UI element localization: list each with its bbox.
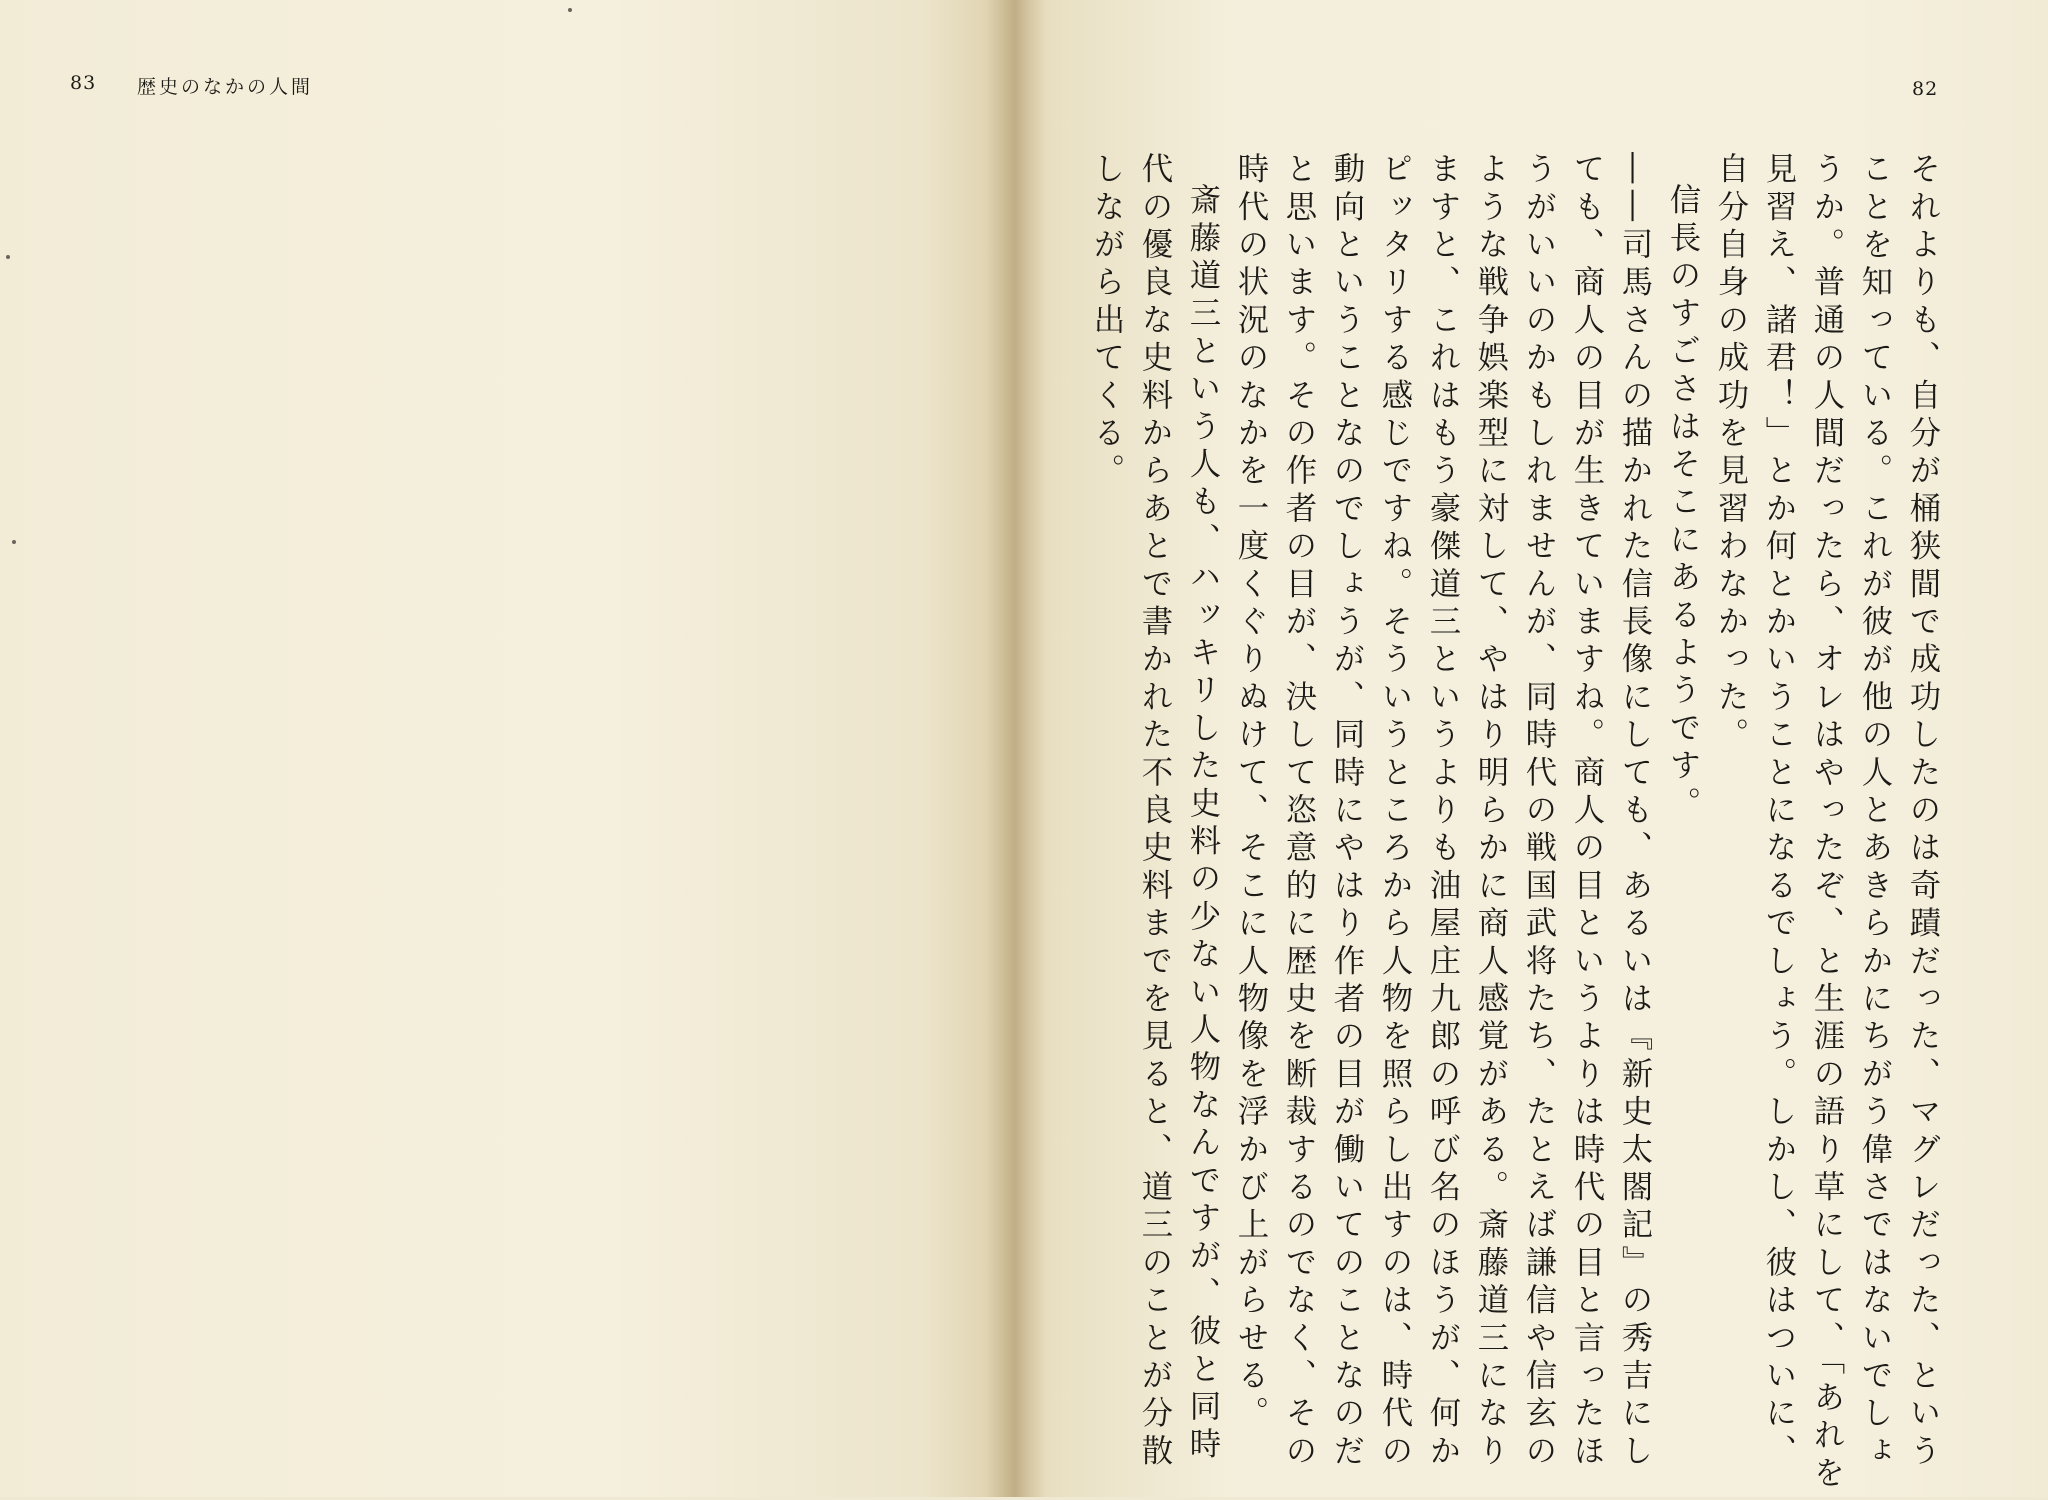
paper-speck xyxy=(6,255,10,259)
paragraph: 斎藤道三という人も、ハッキリした史料の少ない人物なんですが、彼と同時代の優良な史料からあとで書かれた不良史料までを見ると、道三のことが分散しながら出てくる。 xyxy=(1088,152,1220,1472)
running-head-left: 歴史のなかの人間 xyxy=(137,76,314,98)
right-page-body xyxy=(1088,152,1946,1497)
paragraph: ――司馬さんの描かれた信長像にしても、あるいは『新史太閤記』の秀吉にしても、商人の目が生きていますね。商人の目というよりは時代の目と言ったほうがいいのかもしれませんが、同時代の戦国武将たち、たとえば謙信や信玄のような戦争娯楽型に対して、やはり明らかに商人感覚がある。斎藤道三になりますと、これはもう豪傑道三というよりも油屋庄九郎の呼び名のほうが、何かピッタリする感じですね。そういうところから人物を照らし出すのは、時代の動向ということなのでしょうが、同時にやはり作者の目が働いてのことなのだと思います。その作者の目が、決して恣意的に歴史を断裁するのでなく、その時代の状況のなかを一度くぐりぬけて、そこに人物像を浮かび上がらせる。 xyxy=(1232,152,1652,1472)
paragraph: 信長のすごさはそこにあるようです。 xyxy=(1664,183,1700,825)
left-page xyxy=(0,0,1005,1497)
paper-speck xyxy=(12,540,16,544)
paper-speck xyxy=(568,8,572,12)
paragraph: それよりも、自分が桶狭間で成功したのは奇蹟だった、マグレだった、ということを知っている。これが彼が他の人とあきらかにちがう偉さではないでしょうか。普通の人間だったら、オレはやったぞ、と生涯の語り草にして、「あれを見習え、諸君！」とか何とかいうことになるでしょう。しかし、彼はついに、自分自身の成功を見習わなかった。 xyxy=(1712,152,1940,1494)
page-number-left: 83 xyxy=(70,72,97,94)
page-number-right: 82 xyxy=(1912,78,1939,100)
book-gutter xyxy=(985,0,1045,1497)
